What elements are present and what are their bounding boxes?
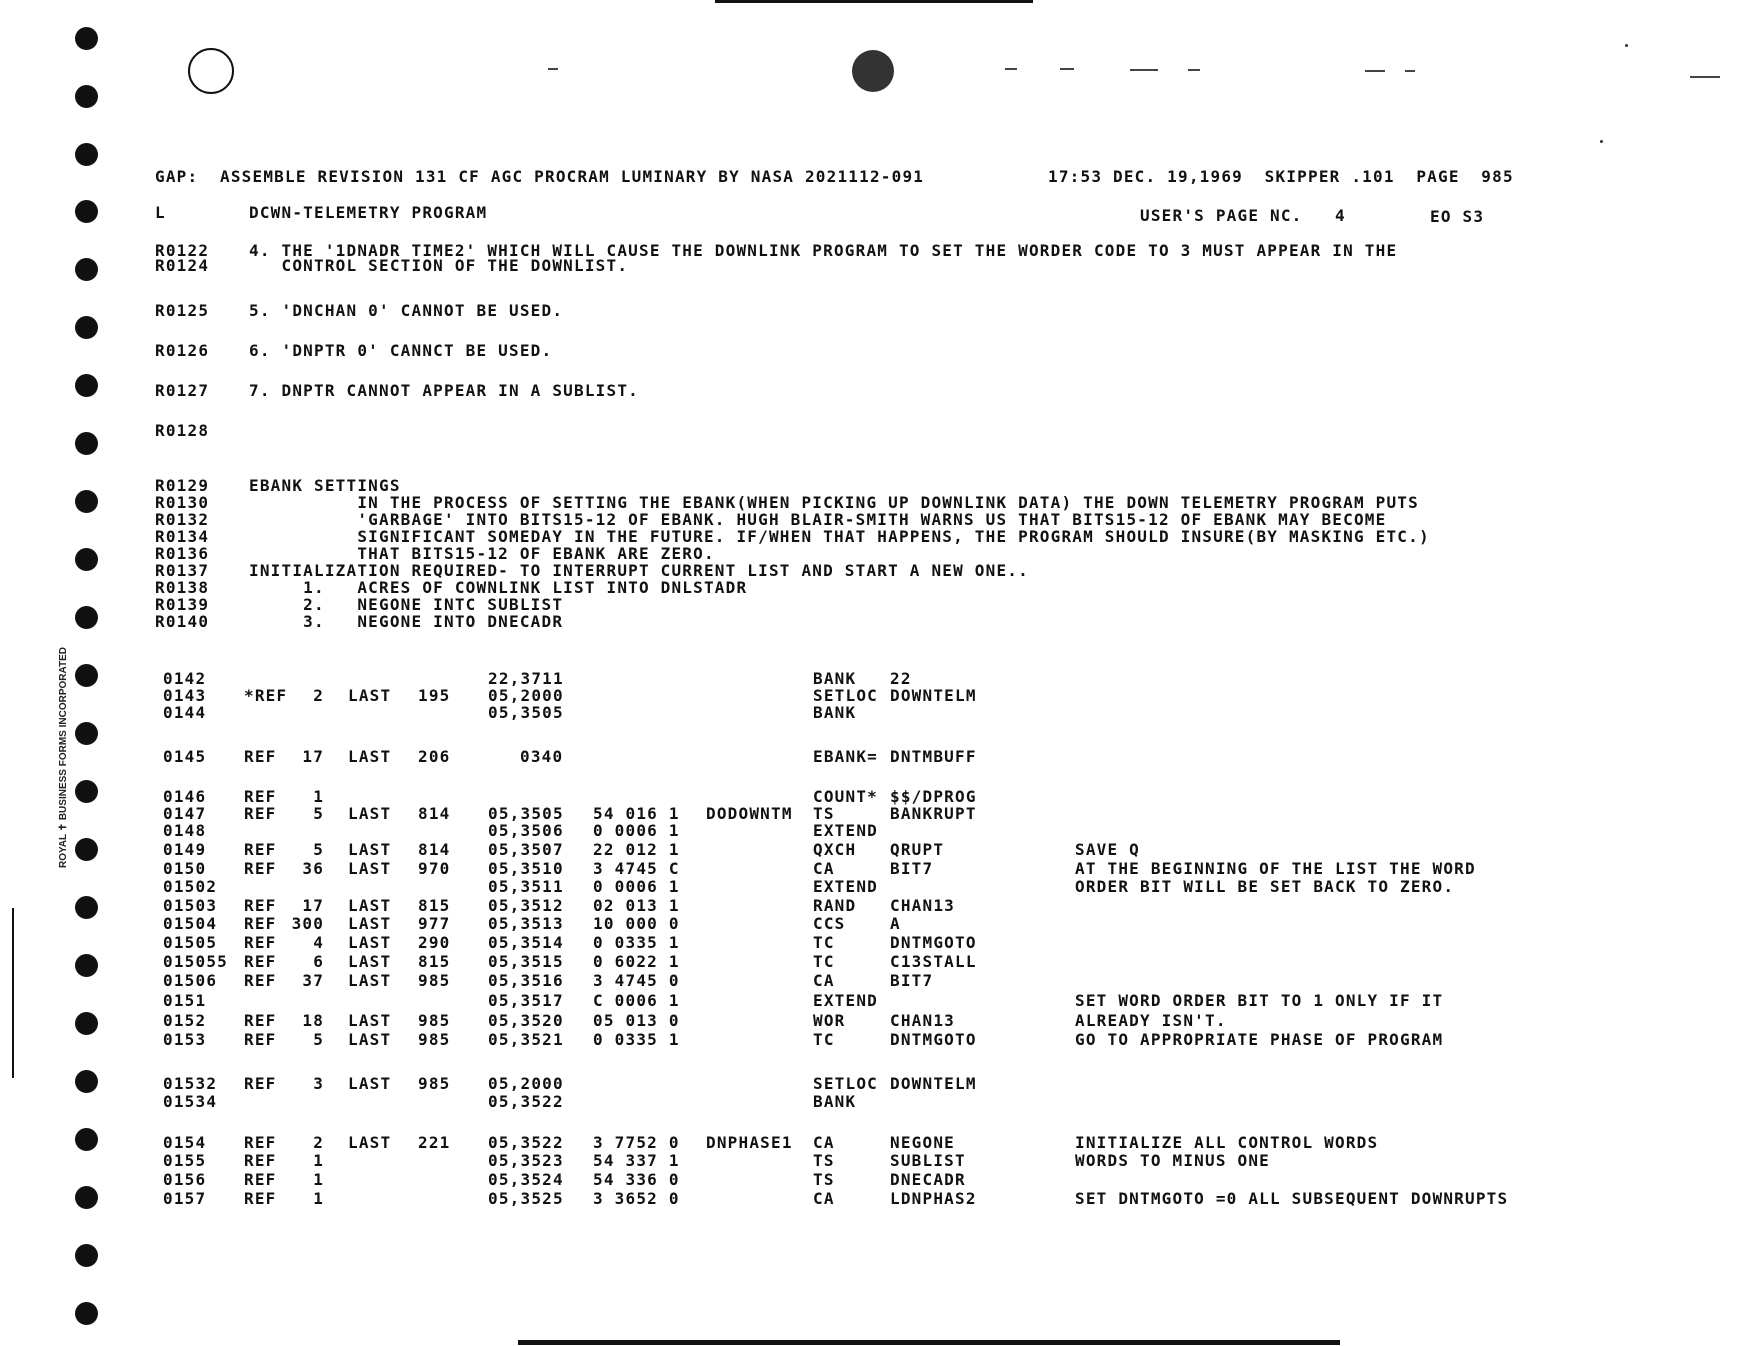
octal-word: 0 0006 1 bbox=[593, 877, 680, 896]
opcode: BANK bbox=[813, 1092, 857, 1111]
remark-label: R0137 bbox=[155, 561, 210, 580]
address: 05,3522 bbox=[488, 1092, 564, 1111]
opcode: COUNT* bbox=[813, 787, 878, 806]
punch-hole bbox=[75, 143, 98, 166]
punch-hole bbox=[75, 432, 98, 455]
ref-count: 36 bbox=[302, 859, 325, 878]
remark-text: 1. ACRES OF COWNLINK LIST INTO DNLSTADR bbox=[249, 578, 748, 597]
address: 22,3711 bbox=[488, 669, 564, 688]
ref-flag: REF bbox=[244, 1074, 277, 1093]
remark-label: R0139 bbox=[155, 595, 210, 614]
last-line: 195 bbox=[418, 686, 451, 705]
ref-count: 300 bbox=[291, 914, 325, 933]
last-line: 814 bbox=[418, 840, 451, 859]
ref-flag: REF bbox=[244, 840, 277, 859]
ref-count: 4 bbox=[313, 933, 325, 952]
remark-label: R0125 bbox=[155, 301, 210, 320]
line-number: 0145 bbox=[163, 747, 207, 766]
last-flag: LAST bbox=[348, 952, 392, 971]
opcode: RAND bbox=[813, 896, 857, 915]
last-flag: LAST bbox=[348, 1133, 392, 1152]
top-rule bbox=[715, 0, 1033, 3]
line-number: 0146 bbox=[163, 787, 207, 806]
ref-count: 1 bbox=[313, 787, 325, 806]
print-speck bbox=[1625, 44, 1628, 47]
last-flag: LAST bbox=[348, 896, 392, 915]
comment: ORDER BIT WILL BE SET BACK TO ZERO. bbox=[1075, 877, 1455, 896]
octal-word: 0 0335 1 bbox=[593, 1030, 680, 1049]
operand: LDNPHAS2 bbox=[890, 1189, 977, 1208]
line-number: 0157 bbox=[163, 1189, 207, 1208]
ref-flag: *REF bbox=[244, 686, 288, 705]
print-speck bbox=[1690, 76, 1720, 78]
remark-text: CONTROL SECTION OF THE DOWNLIST. bbox=[249, 256, 629, 275]
last-line: 985 bbox=[418, 971, 451, 990]
comment: SET WORD ORDER BIT TO 1 ONLY IF IT bbox=[1075, 991, 1444, 1010]
print-speck bbox=[1365, 70, 1385, 72]
ref-count: 37 bbox=[302, 971, 325, 990]
line-number: 0156 bbox=[163, 1170, 207, 1189]
punch-hole bbox=[75, 1070, 98, 1093]
last-line: 977 bbox=[418, 914, 451, 933]
ref-flag: REF bbox=[244, 1030, 277, 1049]
opcode: QXCH bbox=[813, 840, 857, 859]
punch-hole bbox=[75, 664, 98, 687]
header-title: GAP: ASSEMBLE REVISION 131 CF AGC PROCRAM LUMINARY BY NASA 2021112-091 bbox=[155, 167, 925, 186]
operand: $$/DPROG bbox=[890, 787, 977, 806]
address: 05,2000 bbox=[488, 686, 564, 705]
punch-hole bbox=[75, 490, 98, 513]
opcode: BANK bbox=[813, 703, 857, 722]
punch-hole bbox=[75, 896, 98, 919]
line-number: 01532 bbox=[163, 1074, 218, 1093]
operand: DNTMGOTO bbox=[890, 933, 977, 952]
ref-flag: REF bbox=[244, 787, 277, 806]
octal-word: 54 016 1 bbox=[593, 804, 680, 823]
operand: C13STALL bbox=[890, 952, 977, 971]
print-speck bbox=[1405, 70, 1415, 72]
operand: SUBLIST bbox=[890, 1151, 966, 1170]
opcode: TC bbox=[813, 933, 835, 952]
address: 05,3515 bbox=[488, 952, 564, 971]
last-line: 970 bbox=[418, 859, 451, 878]
last-flag: LAST bbox=[348, 1074, 392, 1093]
operand: CHAN13 bbox=[890, 1011, 955, 1030]
last-flag: LAST bbox=[348, 747, 392, 766]
remark-text: 5. 'DNCHAN 0' CANNOT BE USED. bbox=[249, 301, 564, 320]
octal-word: 3 4745 0 bbox=[593, 971, 680, 990]
octal-word: 10 000 0 bbox=[593, 914, 680, 933]
remark-label: R0130 bbox=[155, 493, 210, 512]
address: 05,3524 bbox=[488, 1170, 564, 1189]
octal-word: 3 4745 C bbox=[593, 859, 680, 878]
print-speck bbox=[1130, 69, 1158, 71]
remark-text: 7. DNPTR CANNOT APPEAR IN A SUBLIST. bbox=[249, 381, 639, 400]
octal-word: 02 013 1 bbox=[593, 896, 680, 915]
punch-hole bbox=[75, 1302, 98, 1325]
line-number: 0147 bbox=[163, 804, 207, 823]
line-number: 0144 bbox=[163, 703, 207, 722]
ref-count: 5 bbox=[313, 804, 325, 823]
opcode: WOR bbox=[813, 1011, 846, 1030]
line-number: 01504 bbox=[163, 914, 218, 933]
ref-count: 3 bbox=[313, 1074, 325, 1093]
last-line: 290 bbox=[418, 933, 451, 952]
remark-label: R0128 bbox=[155, 421, 210, 440]
ref-flag: REF bbox=[244, 804, 277, 823]
address: 05,3505 bbox=[488, 804, 564, 823]
address: 05,3516 bbox=[488, 971, 564, 990]
ref-flag: REF bbox=[244, 1189, 277, 1208]
ref-count: 5 bbox=[313, 1030, 325, 1049]
remark-label: R0136 bbox=[155, 544, 210, 563]
header-section-letter: L bbox=[155, 203, 166, 222]
ref-count: 1 bbox=[313, 1151, 325, 1170]
octal-word: 54 336 0 bbox=[593, 1170, 680, 1189]
ref-flag: REF bbox=[244, 1133, 277, 1152]
remark-label: R0124 bbox=[155, 256, 210, 275]
octal-word: 22 012 1 bbox=[593, 840, 680, 859]
last-flag: LAST bbox=[348, 686, 392, 705]
opcode: TS bbox=[813, 804, 835, 823]
line-number: 01534 bbox=[163, 1092, 218, 1111]
ref-flag: REF bbox=[244, 914, 277, 933]
line-number: 0153 bbox=[163, 1030, 207, 1049]
line-number: 0148 bbox=[163, 821, 207, 840]
punch-hole bbox=[75, 722, 98, 745]
remark-text: THAT BITS15-12 OF EBANK ARE ZERO. bbox=[249, 544, 715, 563]
operand: DOWNTELM bbox=[890, 686, 977, 705]
last-flag: LAST bbox=[348, 933, 392, 952]
punch-hole bbox=[75, 1186, 98, 1209]
address: 05,3521 bbox=[488, 1030, 564, 1049]
header-date-page: 17:53 DEC. 19,1969 SKIPPER .101 PAGE 985 bbox=[1048, 167, 1514, 186]
punch-hole bbox=[75, 838, 98, 861]
address: 05,3520 bbox=[488, 1011, 564, 1030]
address: 05,3511 bbox=[488, 877, 564, 896]
last-line: 206 bbox=[418, 747, 451, 766]
last-flag: LAST bbox=[348, 914, 392, 933]
remark-text: 2. NEGONE INTC SUBLIST bbox=[249, 595, 564, 614]
print-speck bbox=[1188, 69, 1200, 71]
line-number: 0142 bbox=[163, 669, 207, 688]
print-speck bbox=[1060, 68, 1074, 70]
opcode: CA bbox=[813, 859, 835, 878]
remark-label: R0138 bbox=[155, 578, 210, 597]
comment: INITIALIZE ALL CONTROL WORDS bbox=[1075, 1133, 1379, 1152]
last-line: 985 bbox=[418, 1030, 451, 1049]
address: 05,3517 bbox=[488, 991, 564, 1010]
line-number: 01506 bbox=[163, 971, 218, 990]
line-number: 01502 bbox=[163, 877, 218, 896]
line-number: 015055 bbox=[163, 952, 228, 971]
punch-hole bbox=[75, 85, 98, 108]
ref-count: 6 bbox=[313, 952, 325, 971]
print-speck bbox=[548, 68, 558, 70]
operand: NEGONE bbox=[890, 1133, 955, 1152]
address: 05,3514 bbox=[488, 933, 564, 952]
opcode: SETLOC bbox=[813, 686, 878, 705]
address: 05,3506 bbox=[488, 821, 564, 840]
side-margin-text: ROYAL ✝ BUSINESS FORMS INCORPORATED bbox=[58, 647, 69, 868]
ref-flag: REF bbox=[244, 896, 277, 915]
remark-label: R0129 bbox=[155, 476, 210, 495]
punch-hole bbox=[75, 316, 98, 339]
header-user-page: USER'S PAGE NC. 4 bbox=[1140, 206, 1346, 225]
line-number: 01505 bbox=[163, 933, 218, 952]
address: 05,3525 bbox=[488, 1189, 564, 1208]
punch-hole bbox=[75, 1128, 98, 1151]
ref-flag: REF bbox=[244, 859, 277, 878]
punch-hole bbox=[75, 200, 98, 223]
address: 05,3510 bbox=[488, 859, 564, 878]
remark-label: R0127 bbox=[155, 381, 210, 400]
line-number: 0155 bbox=[163, 1151, 207, 1170]
comment: WORDS TO MINUS ONE bbox=[1075, 1151, 1270, 1170]
punch-hole bbox=[75, 258, 98, 281]
opcode: BANK bbox=[813, 669, 857, 688]
opcode: EXTEND bbox=[813, 991, 878, 1010]
address: 05,2000 bbox=[488, 1074, 564, 1093]
octal-word: 0 0335 1 bbox=[593, 933, 680, 952]
operand: A bbox=[890, 914, 901, 933]
ref-count: 5 bbox=[313, 840, 325, 859]
opcode: TS bbox=[813, 1151, 835, 1170]
last-flag: LAST bbox=[348, 859, 392, 878]
print-speck bbox=[1005, 68, 1017, 70]
ref-count: 1 bbox=[313, 1170, 325, 1189]
line-number: 0150 bbox=[163, 859, 207, 878]
remark-text: SIGNIFICANT SOMEDAY IN THE FUTURE. IF/WHEN THAT HAPPENS, THE PROGRAM SHOULD INSURE(BY MASKING ETC.) bbox=[249, 527, 1430, 546]
bottom-rule bbox=[518, 1340, 1340, 1345]
remark-text: 6. 'DNPTR 0' CANNCT BE USED. bbox=[249, 341, 553, 360]
octal-word: 0 0006 1 bbox=[593, 821, 680, 840]
remark-label: R0134 bbox=[155, 527, 210, 546]
comment: SAVE Q bbox=[1075, 840, 1140, 859]
comment: GO TO APPROPRIATE PHASE OF PROGRAM bbox=[1075, 1030, 1444, 1049]
ref-count: 18 bbox=[302, 1011, 325, 1030]
remark-label: R0140 bbox=[155, 612, 210, 631]
ref-count: 2 bbox=[313, 686, 325, 705]
octal-word: C 0006 1 bbox=[593, 991, 680, 1010]
remark-text: 3. NEGONE INTO DNECADR bbox=[249, 612, 564, 631]
remark-text: 4. THE '1DNADR TIME2' WHICH WILL CAUSE THE DOWNLINK PROGRAM TO SET THE WORDER CODE TO 3 MUST APPEAR IN THE bbox=[249, 241, 1398, 260]
last-line: 985 bbox=[418, 1011, 451, 1030]
last-flag: LAST bbox=[348, 840, 392, 859]
operand: DNECADR bbox=[890, 1170, 966, 1189]
operand: BIT7 bbox=[890, 859, 934, 878]
punch-hole bbox=[75, 1012, 98, 1035]
last-flag: LAST bbox=[348, 1030, 392, 1049]
line-number: 01503 bbox=[163, 896, 218, 915]
address: 05,3523 bbox=[488, 1151, 564, 1170]
symbol-label: DODOWNTM bbox=[706, 804, 793, 823]
last-line: 814 bbox=[418, 804, 451, 823]
last-line: 985 bbox=[418, 1074, 451, 1093]
operand: 22 bbox=[890, 669, 912, 688]
ref-count: 17 bbox=[302, 896, 325, 915]
opcode: TC bbox=[813, 952, 835, 971]
remark-text: INITIALIZATION REQUIRED- TO INTERRUPT CURRENT LIST AND START A NEW ONE.. bbox=[249, 561, 1029, 580]
remark-text: 'GARBAGE' INTO BITS15-12 OF EBANK. HUGH BLAIR-SMITH WARNS US THAT BITS15-12 OF EBANK MAY BECOME bbox=[249, 510, 1387, 529]
last-flag: LAST bbox=[348, 971, 392, 990]
print-speck bbox=[1600, 140, 1603, 143]
operand: QRUPT bbox=[890, 840, 945, 859]
octal-word: 05 013 0 bbox=[593, 1011, 680, 1030]
header-program-name: DCWN-TELEMETRY PROGRAM bbox=[249, 203, 488, 222]
opcode: TS bbox=[813, 1170, 835, 1189]
comment: SET DNTMGOTO =0 ALL SUBSEQUENT DOWNRUPTS bbox=[1075, 1189, 1509, 1208]
remark-label: R0132 bbox=[155, 510, 210, 529]
punch-hole bbox=[75, 374, 98, 397]
opcode: EXTEND bbox=[813, 877, 878, 896]
address: 05,3507 bbox=[488, 840, 564, 859]
last-flag: LAST bbox=[348, 1011, 392, 1030]
punch-hole bbox=[75, 27, 98, 50]
last-flag: LAST bbox=[348, 804, 392, 823]
octal-word: 54 337 1 bbox=[593, 1151, 680, 1170]
punch-hole bbox=[75, 606, 98, 629]
comment: AT THE BEGINNING OF THE LIST THE WORD bbox=[1075, 859, 1476, 878]
ref-flag: REF bbox=[244, 747, 277, 766]
address: 05,3513 bbox=[488, 914, 564, 933]
punch-hole bbox=[75, 954, 98, 977]
ref-flag: REF bbox=[244, 933, 277, 952]
symbol-label: DNPHASE1 bbox=[706, 1133, 793, 1152]
line-number: 0154 bbox=[163, 1133, 207, 1152]
margin-line bbox=[12, 908, 14, 1078]
ref-count: 2 bbox=[313, 1133, 325, 1152]
line-number: 0151 bbox=[163, 991, 207, 1010]
punch-hole bbox=[75, 548, 98, 571]
remark-label: R0122 bbox=[155, 241, 210, 260]
address: 0340 bbox=[520, 747, 564, 766]
opcode: CA bbox=[813, 1133, 835, 1152]
address: 05,3505 bbox=[488, 703, 564, 722]
last-line: 221 bbox=[418, 1133, 451, 1152]
last-line: 815 bbox=[418, 896, 451, 915]
ref-count: 1 bbox=[313, 1189, 325, 1208]
octal-word: 0 6022 1 bbox=[593, 952, 680, 971]
operand: BIT7 bbox=[890, 971, 934, 990]
opcode: EBANK= bbox=[813, 747, 878, 766]
ref-flag: REF bbox=[244, 971, 277, 990]
binder-ring-open bbox=[188, 48, 234, 94]
octal-word: 3 3652 0 bbox=[593, 1189, 680, 1208]
remark-text: EBANK SETTINGS bbox=[249, 476, 401, 495]
opcode: CCS bbox=[813, 914, 846, 933]
ref-flag: REF bbox=[244, 1151, 277, 1170]
opcode: SETLOC bbox=[813, 1074, 878, 1093]
operand: DNTMBUFF bbox=[890, 747, 977, 766]
operand: DOWNTELM bbox=[890, 1074, 977, 1093]
operand: BANKRUPT bbox=[890, 804, 977, 823]
line-number: 0149 bbox=[163, 840, 207, 859]
ref-flag: REF bbox=[244, 1170, 277, 1189]
operand: DNTMGOTO bbox=[890, 1030, 977, 1049]
binder-ring-filled bbox=[852, 50, 894, 92]
opcode: TC bbox=[813, 1030, 835, 1049]
line-number: 0152 bbox=[163, 1011, 207, 1030]
octal-word: 3 7752 0 bbox=[593, 1133, 680, 1152]
operand: CHAN13 bbox=[890, 896, 955, 915]
ref-count: 17 bbox=[302, 747, 325, 766]
address: 05,3522 bbox=[488, 1133, 564, 1152]
line-number: 0143 bbox=[163, 686, 207, 705]
punch-hole bbox=[75, 780, 98, 803]
opcode: CA bbox=[813, 1189, 835, 1208]
remark-text: IN THE PROCESS OF SETTING THE EBANK(WHEN PICKING UP DOWNLINK DATA) THE DOWN TELEMETRY PROGRAM PUTS bbox=[249, 493, 1419, 512]
address: 05,3512 bbox=[488, 896, 564, 915]
header-code: EO S3 bbox=[1430, 207, 1485, 226]
remark-label: R0126 bbox=[155, 341, 210, 360]
comment: ALREADY ISN'T. bbox=[1075, 1011, 1227, 1030]
ref-flag: REF bbox=[244, 952, 277, 971]
opcode: CA bbox=[813, 971, 835, 990]
opcode: EXTEND bbox=[813, 821, 878, 840]
last-line: 815 bbox=[418, 952, 451, 971]
punch-hole bbox=[75, 1244, 98, 1267]
ref-flag: REF bbox=[244, 1011, 277, 1030]
